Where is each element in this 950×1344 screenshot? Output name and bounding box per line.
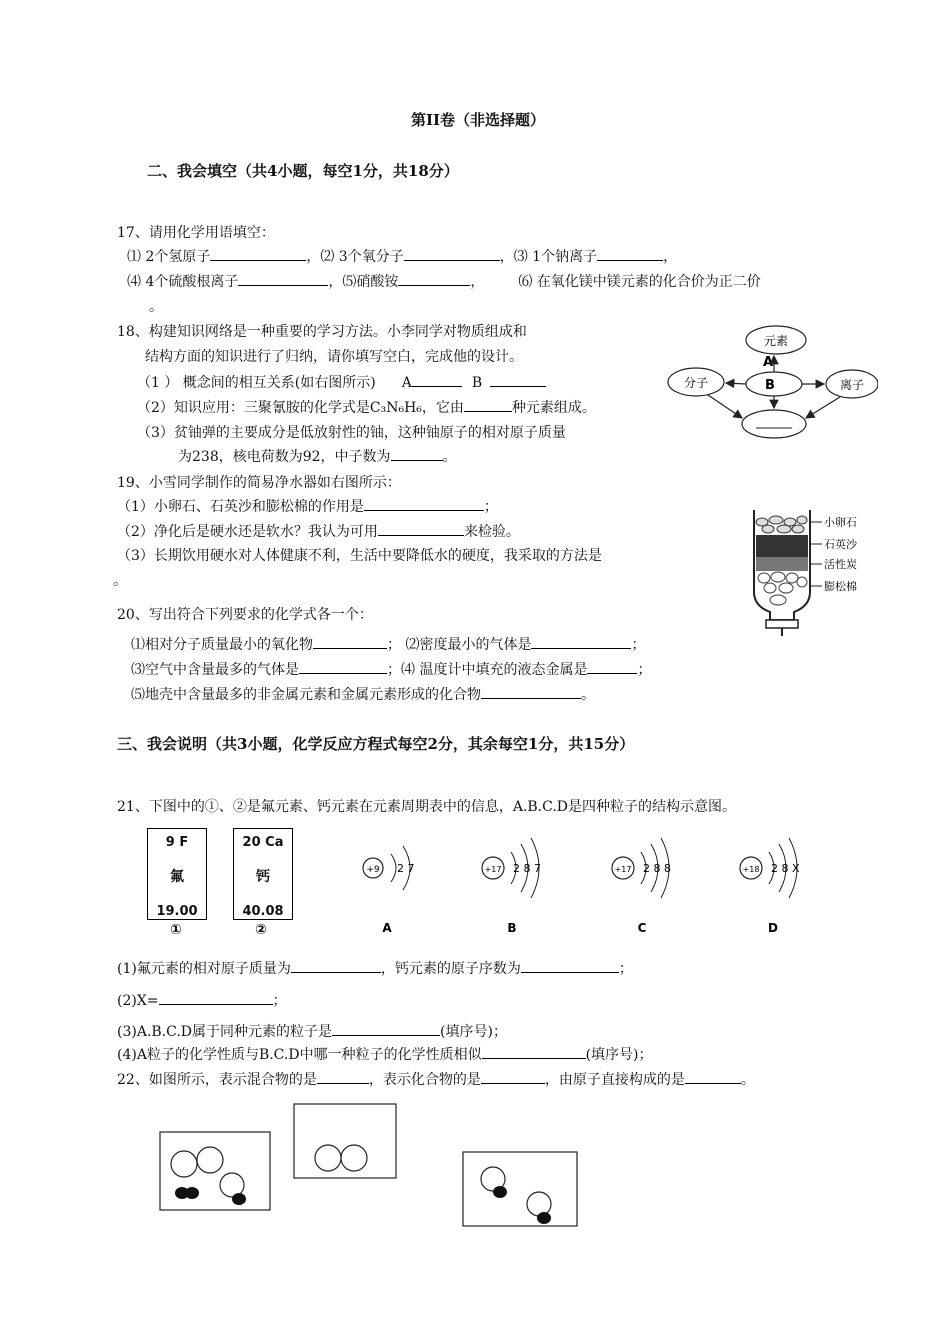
- q17-blank-2[interactable]: [404, 246, 500, 261]
- q20-line3: [131, 684, 595, 704]
- q18-p2: [137, 397, 596, 417]
- q18-p1: [137, 372, 546, 392]
- q19-p3: （3）长期饮用硬水对人体健康不利，生活中要降低水的硬度，我采取的方法是: [117, 548, 602, 564]
- calcium-card: [233, 828, 293, 920]
- atom-a-label: A: [382, 921, 392, 935]
- q17-p5-end: ，: [470, 274, 485, 290]
- q18-p3-end: 。: [442, 449, 457, 465]
- activated-carbon-layer: [756, 557, 808, 571]
- q21-blank-3[interactable]: [159, 990, 273, 1005]
- q17-end: 。: [149, 299, 163, 315]
- atom-b-label: B: [507, 921, 517, 935]
- molecule-node-label: 分子: [683, 376, 709, 390]
- particle-boxes-left: [158, 1102, 408, 1214]
- q20-blank-1[interactable]: [313, 634, 387, 649]
- sand-label: 石英沙: [824, 538, 857, 551]
- atom-b: [482, 838, 541, 935]
- atom-c-nucleus: +17: [614, 865, 632, 874]
- arrow-molecule-to-blank: [708, 395, 742, 418]
- q22-blank-1[interactable]: [317, 1069, 369, 1084]
- q17-blank-3[interactable]: [597, 246, 663, 261]
- carbon-label: 活性炭: [824, 558, 857, 571]
- q22-end: 。: [740, 1072, 755, 1088]
- calcium-symbol: 20 Ca: [242, 835, 284, 850]
- atom-a-nucleus: +9: [366, 865, 380, 875]
- fluorine-mass: 19.00: [156, 904, 198, 919]
- q21-p1: [117, 958, 633, 978]
- q18-p1-b: B: [471, 375, 483, 391]
- q20-p5-end: 。: [581, 687, 595, 703]
- q20-p1: ⑴相对分子质量最小的氧化物: [131, 637, 313, 653]
- atom-b-nucleus: +17: [484, 865, 502, 874]
- concept-map-diagram: [664, 316, 878, 442]
- q18-p1-text: （1 ） 概念间的相互关系(如右图所示): [137, 375, 376, 391]
- q22-p3: ，由原子直接构成的是: [544, 1072, 685, 1088]
- calcium-card-label: ②: [255, 922, 267, 938]
- q22-stem: [117, 1069, 755, 1089]
- fluorine-card: [147, 828, 207, 920]
- q19-p1-text: （1）小卵石、石英沙和膨松棉的作用是: [117, 499, 364, 515]
- q22-p1: 22、如图所示，表示混合物的是: [117, 1072, 317, 1088]
- q17-p3-end: ，: [663, 249, 678, 265]
- q20-p2-end: ；: [631, 637, 646, 653]
- q20-p2: ； ⑵密度最小的气体是: [387, 637, 532, 653]
- atom-d-nucleus: +18: [742, 865, 760, 874]
- fluorine-name: 氟: [170, 869, 184, 885]
- pebble-label: 小卵石: [824, 516, 857, 529]
- q17-p1: ⑴ 2个氢原子: [127, 249, 211, 265]
- b-label: B: [765, 378, 775, 393]
- q20-line2: [131, 659, 651, 679]
- atom-a-shells: 2 7: [397, 862, 415, 875]
- mixture-box: [160, 1132, 270, 1210]
- q20-blank-2[interactable]: [531, 634, 631, 649]
- q18-blank-3[interactable]: [391, 446, 443, 461]
- q18-p1-a: A: [401, 375, 412, 391]
- q20-blank-4[interactable]: [587, 659, 637, 674]
- q19-p2-end: 来检验。: [463, 524, 520, 540]
- quartz-sand-layer: [756, 535, 808, 557]
- q21-p1-end: ；: [618, 961, 633, 977]
- atom-d-shells: 2 8 X: [771, 862, 800, 875]
- q17-stem: 17、请用化学用语填空：: [117, 225, 275, 241]
- atom-c: [612, 838, 671, 935]
- q20-p4-end: ；: [637, 662, 652, 678]
- q21-p1-mid: ，钙元素的原子序数为: [380, 961, 521, 977]
- q19-stem: 19、小雪同学制作的简易净水器如右图所示：: [117, 475, 401, 491]
- q22-blank-2[interactable]: [481, 1069, 545, 1084]
- q18-stem-1: 18、构建知识网络是一种重要的学习方法。小李同学对物质组成和: [117, 324, 527, 340]
- pebble-layer: [756, 516, 807, 533]
- arrow-ion-to-blank: [806, 397, 840, 418]
- q19-blank-1[interactable]: [364, 496, 484, 511]
- q18-p2-end: 种元素组成。: [511, 400, 596, 416]
- ion-node-label: 离子: [839, 378, 865, 392]
- q20-p3: ⑶空气中含量最多的气体是: [131, 662, 299, 678]
- q21-p3-end: (填序号)；: [440, 1024, 507, 1040]
- q21-blank-4[interactable]: [332, 1021, 440, 1036]
- q20-blank-5[interactable]: [481, 684, 581, 699]
- q17-p3: ，⑶ 1个钠离子: [499, 249, 598, 265]
- calcium-mass: 40.08: [242, 904, 284, 919]
- q17-p5: ，⑸硝酸铵: [328, 274, 399, 290]
- q20-p5: ⑸地壳中含量最多的非金属元素和金属元素形成的化合物: [131, 687, 481, 703]
- q19-p1: [117, 496, 498, 516]
- q18-p3b: [178, 446, 457, 466]
- q21-p1-text: (1)氟元素的相对原子质量为: [117, 961, 291, 977]
- blank-node: [742, 410, 806, 438]
- q21-blank-2[interactable]: [521, 958, 619, 973]
- q21-p2: [117, 990, 287, 1010]
- q18-blank-a[interactable]: [412, 372, 462, 387]
- q21-p2-end: ；: [272, 993, 287, 1009]
- q21-p2-text: (2)X=: [117, 993, 159, 1009]
- particle-box-right: [461, 1148, 581, 1232]
- q20-blank-3[interactable]: [299, 659, 387, 674]
- atom-d-label: D: [768, 921, 778, 935]
- fluorine-symbol: 9 F: [165, 835, 189, 850]
- q21-blank-5[interactable]: [482, 1044, 586, 1059]
- paper-title: 第II卷（非选择题）: [411, 111, 546, 129]
- q17-line1: [127, 246, 677, 266]
- q19-blank-2[interactable]: [378, 521, 464, 536]
- atom-a: [363, 846, 415, 935]
- q18-p2-text: （2）知识应用：三聚氰胺的化学式是C₃N₆H₆，它由: [137, 400, 464, 416]
- compound-box: [463, 1152, 577, 1226]
- q17-blank-5[interactable]: [398, 271, 470, 286]
- q21-p3: [117, 1021, 507, 1041]
- atom-c-shells: 2 8 8: [643, 862, 671, 875]
- q18-blank-b[interactable]: [490, 372, 546, 387]
- cotton-label: 膨松棉: [824, 580, 857, 593]
- q19-p2: [117, 521, 520, 541]
- q18-stem-2: 结构方面的知识进行了归纳，请你填写空白，完成他的设计。: [145, 349, 523, 365]
- water-filter-diagram: [748, 508, 880, 640]
- q20-stem: 20、写出符合下列要求的化学式各一个：: [117, 607, 373, 623]
- q17-p4: ⑷ 4个硫酸根离子: [127, 274, 239, 290]
- q21-p4-end: (填序号)；: [585, 1047, 653, 1063]
- q17-p6: ⑹ 在氧化镁中镁元素的化合价为正二价: [518, 274, 761, 290]
- q17-blank-4[interactable]: [238, 271, 328, 286]
- q19-p3-end: 。: [113, 573, 127, 589]
- q17-p2: ，⑵ 3个氧分子: [306, 249, 404, 265]
- q21-p4: [117, 1044, 653, 1064]
- q19-p1-end: ；: [483, 499, 498, 515]
- q18-blank-2[interactable]: [464, 397, 512, 412]
- q20-line1: [131, 634, 645, 654]
- cotton-layer: [758, 572, 807, 605]
- atom-d: [740, 838, 800, 935]
- q17-blank-1[interactable]: [210, 246, 306, 261]
- fluorine-card-label: ①: [170, 922, 182, 938]
- q18-p3b-text: 为238，核电荷数为92，中子数为: [178, 449, 391, 465]
- q21-blank-1[interactable]: [291, 958, 381, 973]
- q20-p4: ；⑷ 温度计中填充的液态金属是: [387, 662, 588, 678]
- q22-p2: ，表示化合物的是: [368, 1072, 481, 1088]
- q17-line2: [127, 271, 761, 291]
- section3-title: 三、我会说明（共3小题，化学反应方程式每空2分，其余每空1分，共15分）: [117, 735, 635, 753]
- section2-title: 二、我会填空（共4小题，每空1分，共18分）: [147, 162, 459, 180]
- q21-stem: 21、下图中的①、②是氟元素、钙元素在元素周期表中的信息，A.B.C.D是四种粒子的结构示意图。: [117, 799, 736, 815]
- a-label: A: [762, 355, 774, 370]
- atom-c-label: C: [637, 921, 647, 935]
- q21-p4-text: (4)A粒子的化学性质与B.C.D中哪一种粒子的化学性质相似: [117, 1047, 482, 1063]
- q19-p2-text: （2）净化后是硬水还是软水？我认为可用: [117, 524, 378, 540]
- arrow-b-to-molecule: [726, 383, 746, 384]
- element-node-label: 元素: [763, 334, 789, 348]
- calcium-name: 钙: [256, 869, 270, 885]
- atom-structure-diagrams: [355, 830, 815, 940]
- q18-p3a: （3）贫铀弹的主要成分是低放射性的铀，这种铀原子的相对原子质量: [137, 425, 566, 441]
- q22-blank-3[interactable]: [685, 1069, 741, 1084]
- filter-stand: [766, 620, 798, 628]
- atom-b-shells: 2 8 7: [513, 862, 541, 875]
- q21-p3-text: (3)A.B.C.D属于同种元素的粒子是: [117, 1024, 333, 1040]
